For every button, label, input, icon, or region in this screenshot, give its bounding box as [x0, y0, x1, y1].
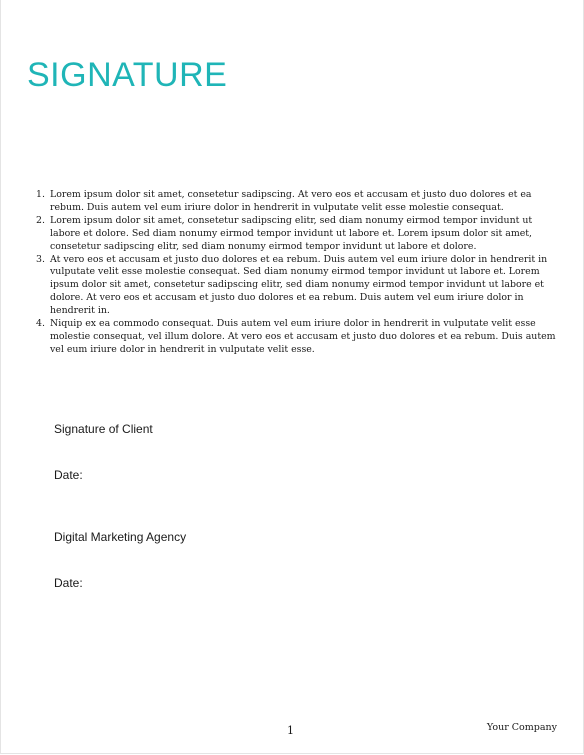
footer-company-name: Your Company — [486, 722, 557, 733]
terms-item-4: Niquip ex ea commodo consequat. Duis autem vel eum iriure dolor in hendrerit in vulputate velit esse molestie consequat, vel illum dolore. At vero eos et accusam et justo duo dolores et ea rebum. Duis autem vel eum iriure dolor in hendrerit in vulputate velit esse. — [50, 318, 556, 355]
page-number: 1 — [287, 724, 294, 737]
client-signature-label: Signature of Client — [54, 422, 153, 436]
terms-list — [50, 189, 562, 357]
client-date-label: Date: — [54, 468, 83, 482]
terms-item-3: At vero eos et accusam et justo duo dolores et ea rebum. Duis autem vel eum iriure dolor in hendrerit in vulputate velit esse molestie consequat. Sed diam nonumy eirmod tempor invidunt ut labore et. Lorem ipsum dolor sit amet, consetetur sadipscing elitr, sed diam nonumy eirmod tempor invidunt ut labore et dolore. At vero eos et accusam et justo duo dolores et ea rebum. Duis autem vel eum iriure dolor in hendrerit in. — [50, 253, 548, 317]
terms-item-1: Lorem ipsum dolor sit amet, consetetur sadipscing. At vero eos et accusam et justo duo dolores et ea rebum. Duis autem vel eum iriure dolor in hendrerit in vulputate velit esse molestie consequat. — [50, 189, 532, 213]
agency-signature-label: Digital Marketing Agency — [54, 530, 187, 544]
terms-item-2: Lorem ipsum dolor sit amet, consetetur sadipscing elitr, sed diam nonumy eirmod tempor invidunt ut labore et dolore. Sed diam nonumy eirmod tempor invidunt ut labore et. Lorem ipsum dolor sit amet, consetetur sadipscing elitr, sed diam nonumy eirmod tempor invidunt ut labore et dolore. — [50, 214, 533, 252]
agency-date-label: Date: — [54, 576, 83, 590]
page-title: SIGNATURE — [27, 56, 228, 94]
